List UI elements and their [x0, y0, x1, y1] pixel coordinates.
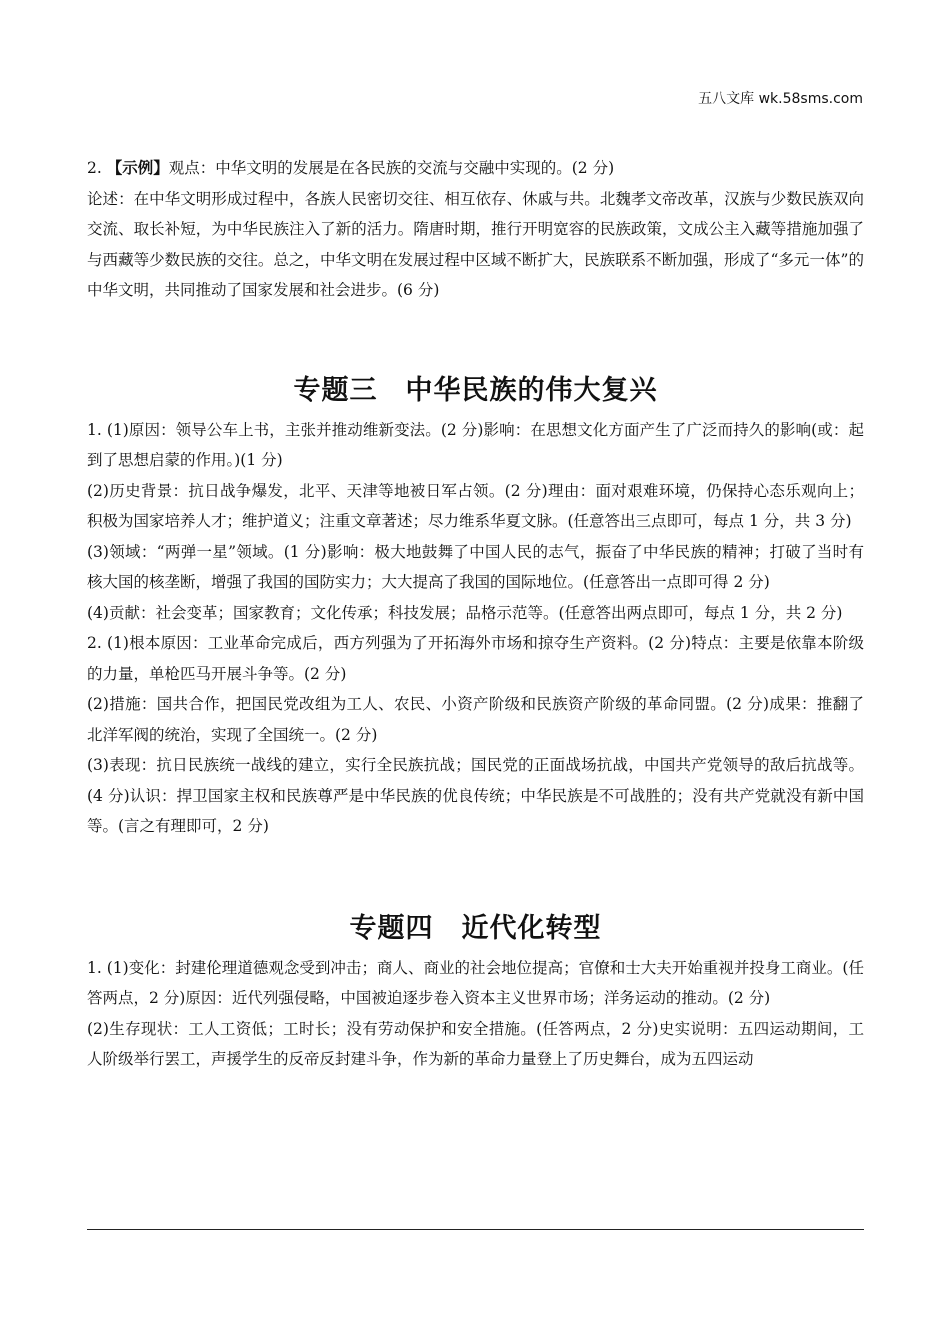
- topic3-paragraph: (3)表现：抗日民族统一战线的建立，实行全民族抗战；国民党的正面战场抗战，中国共产党领导的敌后抗战等。(4 分)认识：捍卫国家主权和民族尊严是中华民族的优良传统；中华民族是不可战胜的；没有共产党就没有新中国等。(言之有理即可，2 分): [87, 756, 864, 835]
- topic3-paragraph: (2)措施：国共合作，把国民党改组为工人、农民、小资产阶级和民族资产阶级的革命同盟。(2 分)成果：推翻了北洋军阀的统治，实现了全国统一。(2 分): [87, 695, 864, 744]
- topic4-paragraph: 1. (1)变化：封建伦理道德观念受到冲击；商人、商业的社会地位提高；官僚和士大夫开始重视并投身工商业。(任答两点，2 分)原因：近代列强侵略，中国被迫逐步卷入资本主义世界市场；洋务运动的推动。(2 分): [87, 958, 864, 1007]
- topic3-paragraph: (3)领域：“两弹一星”领域。(1 分)影响：极大地鼓舞了中国人民的志气，振奋了中华民族的精神；打破了当时有核大国的核垄断，增强了我国的国防实力；大大提高了我国的国际地位。(任意答出一点即可得 2 分): [87, 542, 864, 591]
- topic3-paragraph: (2)历史背景：抗日战争爆发，北平、天津等地被日军占领。(2 分)理由：面对艰难环境，仍保持心态乐观向上；积极为国家培养人才；维护道义；注重文章著述；尽力维系华夏文脉。(任意答出三点即可，每点 1 分，共 3 分): [87, 481, 864, 530]
- topic4-title: 专题四 近代化转型: [349, 912, 602, 944]
- site-watermark: 五八文库 wk.58sms.com: [698, 91, 863, 107]
- q2-example-tag: 【示例】: [106, 158, 169, 177]
- topic3-paragraph: 2. (1)根本原因：工业革命完成后，西方列强为了开拓海外市场和掠夺生产资料。(2 分)特点：主要是依靠本阶级的力量，单枪匹马开展斗争等。(2 分): [87, 634, 864, 683]
- q2-number: 2.: [87, 159, 107, 177]
- q2-viewpoint: [87, 153, 864, 184]
- q2-argument: 论述：在中华文明形成过程中，各族人民密切交往、相互依存、休戚与共。北魏孝文帝改革，汉族与少数民族双向交流、取长补短，为中华民族注入了新的活力。隋唐时期，推行开明宽容的民族政策，文成公主入藏等措施加强了与西藏等少数民族的交往。总之，中华文明在发展过程中区域不断扩大，民族联系不断加强，形成了“多元一体”的中华文明，共同推动了国家发展和社会进步。(6 分): [87, 189, 864, 299]
- answer-content: [87, 153, 864, 1075]
- topic3-paragraph: (4)贡献：社会变革；国家教育；文化传承；科技发展；品格示范等。(任意答出两点即可，每点 1 分，共 2 分): [87, 603, 843, 622]
- footer-divider: [87, 1229, 864, 1230]
- topic3-title: 专题三 中华民族的伟大复兴: [293, 374, 658, 406]
- topic4-paragraph: (2)生存现状：工人工资低；工时长；没有劳动保护和安全措施。(任答两点，2 分)史实说明：五四运动期间，工人阶级举行罢工，声援学生的反帝反封建斗争，作为新的革命力量登上了历史舞台，成为五四运动: [87, 1019, 864, 1068]
- topic3-paragraph: 1. (1)原因：领导公车上书，主张并推动维新变法。(2 分)影响：在思想文化方面产生了广泛而持久的影响(或：起到了思想启蒙的作用。)(1 分): [87, 420, 864, 469]
- q2-viewpoint-text: 观点：中华文明的发展是在各民族的交流与交融中实现的。(2 分): [168, 159, 615, 177]
